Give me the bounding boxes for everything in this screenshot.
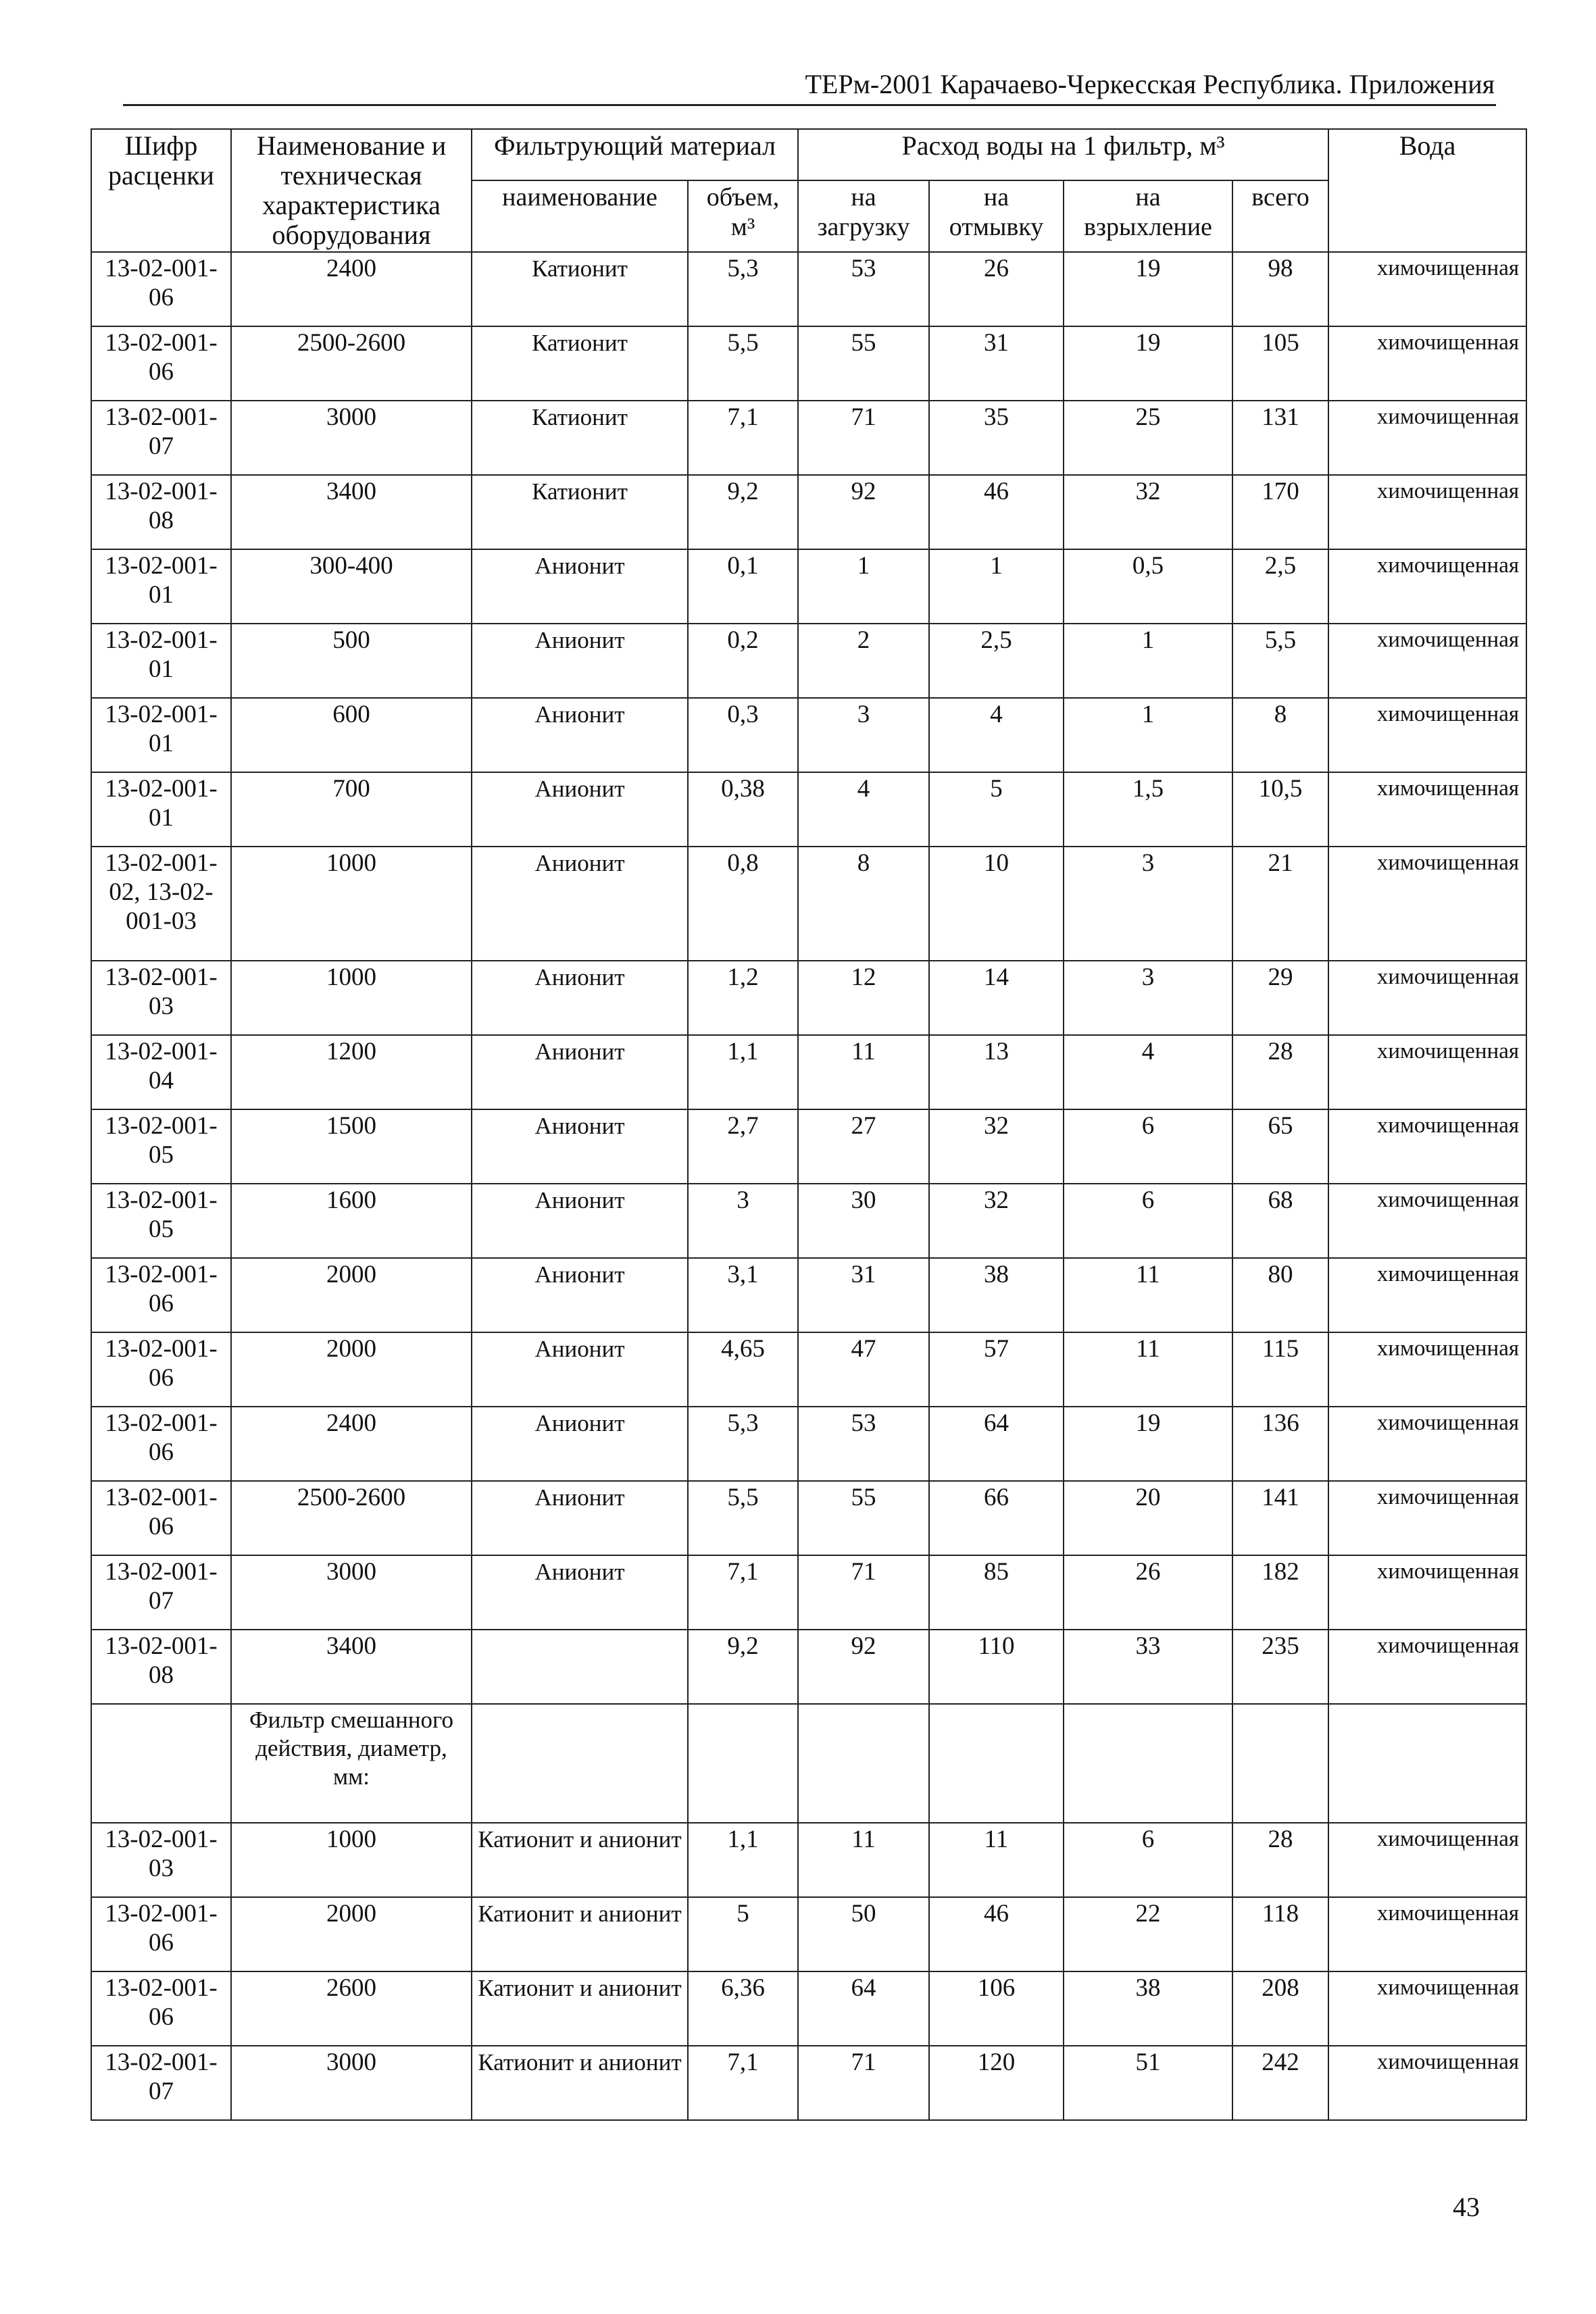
header-water-usage: Расход воды на 1 фильтр, м³ (798, 129, 1328, 180)
header-equipment-name: Наименование и техническая характеристика оборудования (231, 129, 472, 252)
table-row (91, 1258, 1526, 1332)
cell-code: 13-02-001-07 (91, 2046, 231, 2120)
cell-water: химочищенная (1328, 961, 1526, 1035)
water-usage-table (91, 128, 1527, 2121)
cell-volume: 2,7 (688, 1109, 798, 1184)
cell-wash: 32 (929, 1109, 1064, 1184)
cell-code: 13-02-001-05 (91, 1109, 231, 1184)
cell-loosen: 22 (1064, 1897, 1232, 1971)
cell-code: 13-02-001-07 (91, 1555, 231, 1630)
table-row (91, 624, 1526, 698)
table-row (91, 1823, 1526, 1897)
empty-cell (1328, 1704, 1526, 1823)
cell-material (472, 1630, 688, 1704)
cell-wash: 120 (929, 2046, 1064, 2120)
cell-water: химочищенная (1328, 1184, 1526, 1258)
cell-wash: 66 (929, 1481, 1064, 1555)
cell-volume: 6,36 (688, 1971, 798, 2046)
cell-loosen: 4 (1064, 1035, 1232, 1109)
cell-wash: 11 (929, 1823, 1064, 1897)
table-row (91, 475, 1526, 549)
cell-code: 13-02-001-08 (91, 475, 231, 549)
cell-material: Катионит и анионит (472, 2046, 688, 2120)
cell-code: 13-02-001-06 (91, 1481, 231, 1555)
cell-water: химочищенная (1328, 1407, 1526, 1481)
cell-water: химочищенная (1328, 326, 1526, 401)
header-water: Вода (1328, 129, 1526, 252)
cell-volume: 5,5 (688, 326, 798, 401)
cell-water: химочищенная (1328, 1897, 1526, 1971)
cell-name: 3000 (231, 2046, 472, 2120)
cell-water: химочищенная (1328, 1035, 1526, 1109)
table-row (91, 326, 1526, 401)
table-row (91, 1109, 1526, 1184)
cell-water: химочищенная (1328, 1481, 1526, 1555)
cell-water: химочищенная (1328, 252, 1526, 326)
cell-loosen: 11 (1064, 1258, 1232, 1332)
cell-material: Катионит (472, 252, 688, 326)
cell-load: 12 (798, 961, 929, 1035)
cell-name: 2500-2600 (231, 1481, 472, 1555)
cell-material: Анионит (472, 624, 688, 698)
cell-material: Анионит (472, 1407, 688, 1481)
cell-name: 3400 (231, 1630, 472, 1704)
table-row (91, 1630, 1526, 1704)
cell-total: 115 (1232, 1332, 1328, 1407)
cell-wash: 2,5 (929, 624, 1064, 698)
cell-total: 182 (1232, 1555, 1328, 1630)
cell-water: химочищенная (1328, 2046, 1526, 2120)
cell-loosen: 1 (1064, 698, 1232, 772)
cell-load: 30 (798, 1184, 929, 1258)
cell-load: 2 (798, 624, 929, 698)
cell-total: 235 (1232, 1630, 1328, 1704)
cell-material: Катионит (472, 475, 688, 549)
cell-total: 28 (1232, 1035, 1328, 1109)
cell-name: 3000 (231, 401, 472, 475)
cell-load: 64 (798, 1971, 929, 2046)
cell-loosen: 19 (1064, 252, 1232, 326)
table-row (91, 1555, 1526, 1630)
cell-volume: 5,3 (688, 252, 798, 326)
cell-load: 11 (798, 1035, 929, 1109)
cell-wash: 57 (929, 1332, 1064, 1407)
empty-cell (1064, 1704, 1232, 1823)
empty-cell (688, 1704, 798, 1823)
cell-code: 13-02-001-06 (91, 1897, 231, 1971)
cell-loosen: 6 (1064, 1109, 1232, 1184)
table-row (91, 1407, 1526, 1481)
empty-cell (472, 1704, 688, 1823)
cell-water: химочищенная (1328, 624, 1526, 698)
cell-name: 3000 (231, 1555, 472, 1630)
cell-wash: 46 (929, 1897, 1064, 1971)
cell-name: 3400 (231, 475, 472, 549)
empty-cell (798, 1704, 929, 1823)
cell-load: 55 (798, 326, 929, 401)
page-number: 43 (1453, 2192, 1480, 2222)
cell-volume: 1,1 (688, 1823, 798, 1897)
cell-water: химочищенная (1328, 1630, 1526, 1704)
cell-volume: 5,5 (688, 1481, 798, 1555)
cell-water: химочищенная (1328, 847, 1526, 961)
table-row (91, 1971, 1526, 2046)
table-row (91, 698, 1526, 772)
cell-total: 2,5 (1232, 549, 1328, 624)
cell-name: 500 (231, 624, 472, 698)
cell-volume: 0,38 (688, 772, 798, 847)
cell-name: 2000 (231, 1332, 472, 1407)
cell-load: 55 (798, 1481, 929, 1555)
cell-code: 13-02-001-03 (91, 1823, 231, 1897)
cell-name: 700 (231, 772, 472, 847)
cell-total: 10,5 (1232, 772, 1328, 847)
cell-material: Анионит (472, 772, 688, 847)
cell-code: 13-02-001-01 (91, 549, 231, 624)
cell-wash: 10 (929, 847, 1064, 961)
cell-material: Анионит (472, 847, 688, 961)
cell-loosen: 3 (1064, 847, 1232, 961)
cell-total: 8 (1232, 698, 1328, 772)
cell-code: 13-02-001-06 (91, 1971, 231, 2046)
cell-total: 105 (1232, 326, 1328, 401)
cell-wash: 14 (929, 961, 1064, 1035)
cell-loosen: 51 (1064, 2046, 1232, 2120)
cell-volume: 4,65 (688, 1332, 798, 1407)
table-row (91, 1481, 1526, 1555)
cell-volume: 9,2 (688, 475, 798, 549)
table-row (91, 1332, 1526, 1407)
cell-water: химочищенная (1328, 549, 1526, 624)
cell-volume: 7,1 (688, 2046, 798, 2120)
cell-material: Анионит (472, 1555, 688, 1630)
cell-water: химочищенная (1328, 1258, 1526, 1332)
cell-load: 4 (798, 772, 929, 847)
cell-material: Катионит и анионит (472, 1897, 688, 1971)
cell-loosen: 26 (1064, 1555, 1232, 1630)
cell-wash: 4 (929, 698, 1064, 772)
cell-load: 53 (798, 1407, 929, 1481)
table-row (91, 847, 1526, 961)
cell-loosen: 6 (1064, 1823, 1232, 1897)
cell-wash: 38 (929, 1258, 1064, 1332)
cell-total: 131 (1232, 401, 1328, 475)
cell-volume: 7,1 (688, 401, 798, 475)
cell-loosen: 0,5 (1064, 549, 1232, 624)
table-row (91, 549, 1526, 624)
cell-water: химочищенная (1328, 1971, 1526, 2046)
cell-total: 65 (1232, 1109, 1328, 1184)
empty-cell (91, 1704, 231, 1823)
cell-code: 13-02-001-06 (91, 326, 231, 401)
cell-code: 13-02-001-04 (91, 1035, 231, 1109)
cell-volume: 5 (688, 1897, 798, 1971)
cell-material: Анионит (472, 1258, 688, 1332)
cell-water: химочищенная (1328, 698, 1526, 772)
cell-water: химочищенная (1328, 1332, 1526, 1407)
cell-code: 13-02-001-06 (91, 1407, 231, 1481)
cell-load: 3 (798, 698, 929, 772)
cell-wash: 106 (929, 1971, 1064, 2046)
cell-wash: 64 (929, 1407, 1064, 1481)
cell-name: 2400 (231, 1407, 472, 1481)
cell-total: 28 (1232, 1823, 1328, 1897)
cell-code: 13-02-001-01 (91, 772, 231, 847)
cell-wash: 110 (929, 1630, 1064, 1704)
table-body (91, 252, 1526, 2120)
cell-volume: 7,1 (688, 1555, 798, 1630)
cell-material: Катионит (472, 326, 688, 401)
header-rule (123, 104, 1496, 106)
header-loosen: на взрыхление (1064, 180, 1232, 252)
cell-name: 1200 (231, 1035, 472, 1109)
cell-load: 53 (798, 252, 929, 326)
cell-volume: 0,3 (688, 698, 798, 772)
cell-water: химочищенная (1328, 475, 1526, 549)
table-row (91, 1035, 1526, 1109)
cell-name: 2500-2600 (231, 326, 472, 401)
cell-load: 1 (798, 549, 929, 624)
cell-code: 13-02-001-02, 13-02-001-03 (91, 847, 231, 961)
header-filter-material: Фильтрующий материал (472, 129, 798, 180)
cell-name: 1000 (231, 847, 472, 961)
cell-total: 118 (1232, 1897, 1328, 1971)
cell-water: химочищенная (1328, 1555, 1526, 1630)
cell-material: Катионит и анионит (472, 1971, 688, 2046)
table-row (91, 772, 1526, 847)
cell-total: 80 (1232, 1258, 1328, 1332)
cell-material: Катионит (472, 401, 688, 475)
table-row (91, 401, 1526, 475)
cell-total: 170 (1232, 475, 1328, 549)
table-row (91, 1897, 1526, 1971)
cell-material: Анионит (472, 1109, 688, 1184)
cell-loosen: 19 (1064, 326, 1232, 401)
cell-loosen: 33 (1064, 1630, 1232, 1704)
cell-name: 1000 (231, 1823, 472, 1897)
cell-code: 13-02-001-06 (91, 1332, 231, 1407)
cell-name: 1600 (231, 1184, 472, 1258)
cell-name: 2400 (231, 252, 472, 326)
cell-load: 71 (798, 2046, 929, 2120)
running-title: ТЕРм-2001 Карачаево-Черкесская Республика. Приложения (805, 69, 1495, 99)
cell-load: 31 (798, 1258, 929, 1332)
cell-total: 136 (1232, 1407, 1328, 1481)
cell-loosen: 32 (1064, 475, 1232, 549)
cell-volume: 3 (688, 1184, 798, 1258)
cell-total: 208 (1232, 1971, 1328, 2046)
table-row (91, 1184, 1526, 1258)
cell-loosen: 1 (1064, 624, 1232, 698)
cell-load: 92 (798, 1630, 929, 1704)
cell-name: 600 (231, 698, 472, 772)
cell-material: Анионит (472, 698, 688, 772)
cell-water: химочищенная (1328, 1823, 1526, 1897)
cell-loosen: 25 (1064, 401, 1232, 475)
cell-code: 13-02-001-05 (91, 1184, 231, 1258)
header-code: Шифр расценки (91, 129, 231, 252)
cell-code: 13-02-001-08 (91, 1630, 231, 1704)
cell-volume: 0,8 (688, 847, 798, 961)
cell-load: 8 (798, 847, 929, 961)
cell-total: 68 (1232, 1184, 1328, 1258)
cell-wash: 26 (929, 252, 1064, 326)
header-volume: объем, м³ (688, 180, 798, 252)
cell-material: Анионит (472, 1035, 688, 1109)
header-load: на загрузку (798, 180, 929, 252)
cell-volume: 1,1 (688, 1035, 798, 1109)
cell-loosen: 1,5 (1064, 772, 1232, 847)
cell-load: 92 (798, 475, 929, 549)
cell-volume: 3,1 (688, 1258, 798, 1332)
cell-volume: 9,2 (688, 1630, 798, 1704)
cell-volume: 0,1 (688, 549, 798, 624)
cell-loosen: 6 (1064, 1184, 1232, 1258)
header-material-name: наименование (472, 180, 688, 252)
cell-volume: 5,3 (688, 1407, 798, 1481)
cell-code: 13-02-001-07 (91, 401, 231, 475)
cell-water: химочищенная (1328, 772, 1526, 847)
cell-load: 27 (798, 1109, 929, 1184)
cell-code: 13-02-001-06 (91, 1258, 231, 1332)
cell-material: Анионит (472, 961, 688, 1035)
header-wash: на отмывку (929, 180, 1064, 252)
cell-wash: 13 (929, 1035, 1064, 1109)
cell-wash: 5 (929, 772, 1064, 847)
cell-code: 13-02-001-01 (91, 698, 231, 772)
cell-name: 2000 (231, 1258, 472, 1332)
cell-name: 2000 (231, 1897, 472, 1971)
cell-loosen: 11 (1064, 1332, 1232, 1407)
cell-wash: 46 (929, 475, 1064, 549)
cell-loosen: 20 (1064, 1481, 1232, 1555)
cell-material: Анионит (472, 1332, 688, 1407)
cell-wash: 35 (929, 401, 1064, 475)
cell-name: 2600 (231, 1971, 472, 2046)
cell-total: 242 (1232, 2046, 1328, 2120)
table-row (91, 2046, 1526, 2120)
cell-wash: 85 (929, 1555, 1064, 1630)
section-title: Фильтр смешанного действия, диаметр, мм: (231, 1704, 472, 1823)
cell-code: 13-02-001-03 (91, 961, 231, 1035)
cell-total: 29 (1232, 961, 1328, 1035)
empty-cell (929, 1704, 1064, 1823)
cell-wash: 1 (929, 549, 1064, 624)
cell-name: 1000 (231, 961, 472, 1035)
cell-loosen: 19 (1064, 1407, 1232, 1481)
empty-cell (1232, 1704, 1328, 1823)
cell-water: химочищенная (1328, 1109, 1526, 1184)
cell-volume: 0,2 (688, 624, 798, 698)
cell-total: 21 (1232, 847, 1328, 961)
cell-load: 71 (798, 1555, 929, 1630)
cell-name: 300-400 (231, 549, 472, 624)
section-row (91, 1704, 1526, 1823)
cell-water: химочищенная (1328, 401, 1526, 475)
cell-load: 47 (798, 1332, 929, 1407)
cell-material: Анионит (472, 1481, 688, 1555)
cell-total: 5,5 (1232, 624, 1328, 698)
cell-material: Катионит и анионит (472, 1823, 688, 1897)
table-row (91, 252, 1526, 326)
header-total: всего (1232, 180, 1328, 252)
cell-total: 141 (1232, 1481, 1328, 1555)
cell-code: 13-02-001-06 (91, 252, 231, 326)
cell-material: Анионит (472, 549, 688, 624)
cell-code: 13-02-001-01 (91, 624, 231, 698)
cell-material: Анионит (472, 1184, 688, 1258)
cell-loosen: 38 (1064, 1971, 1232, 2046)
cell-name: 1500 (231, 1109, 472, 1184)
cell-wash: 31 (929, 326, 1064, 401)
cell-loosen: 3 (1064, 961, 1232, 1035)
cell-total: 98 (1232, 252, 1328, 326)
table-row (91, 961, 1526, 1035)
cell-wash: 32 (929, 1184, 1064, 1258)
cell-load: 50 (798, 1897, 929, 1971)
cell-load: 11 (798, 1823, 929, 1897)
cell-load: 71 (798, 401, 929, 475)
cell-volume: 1,2 (688, 961, 798, 1035)
